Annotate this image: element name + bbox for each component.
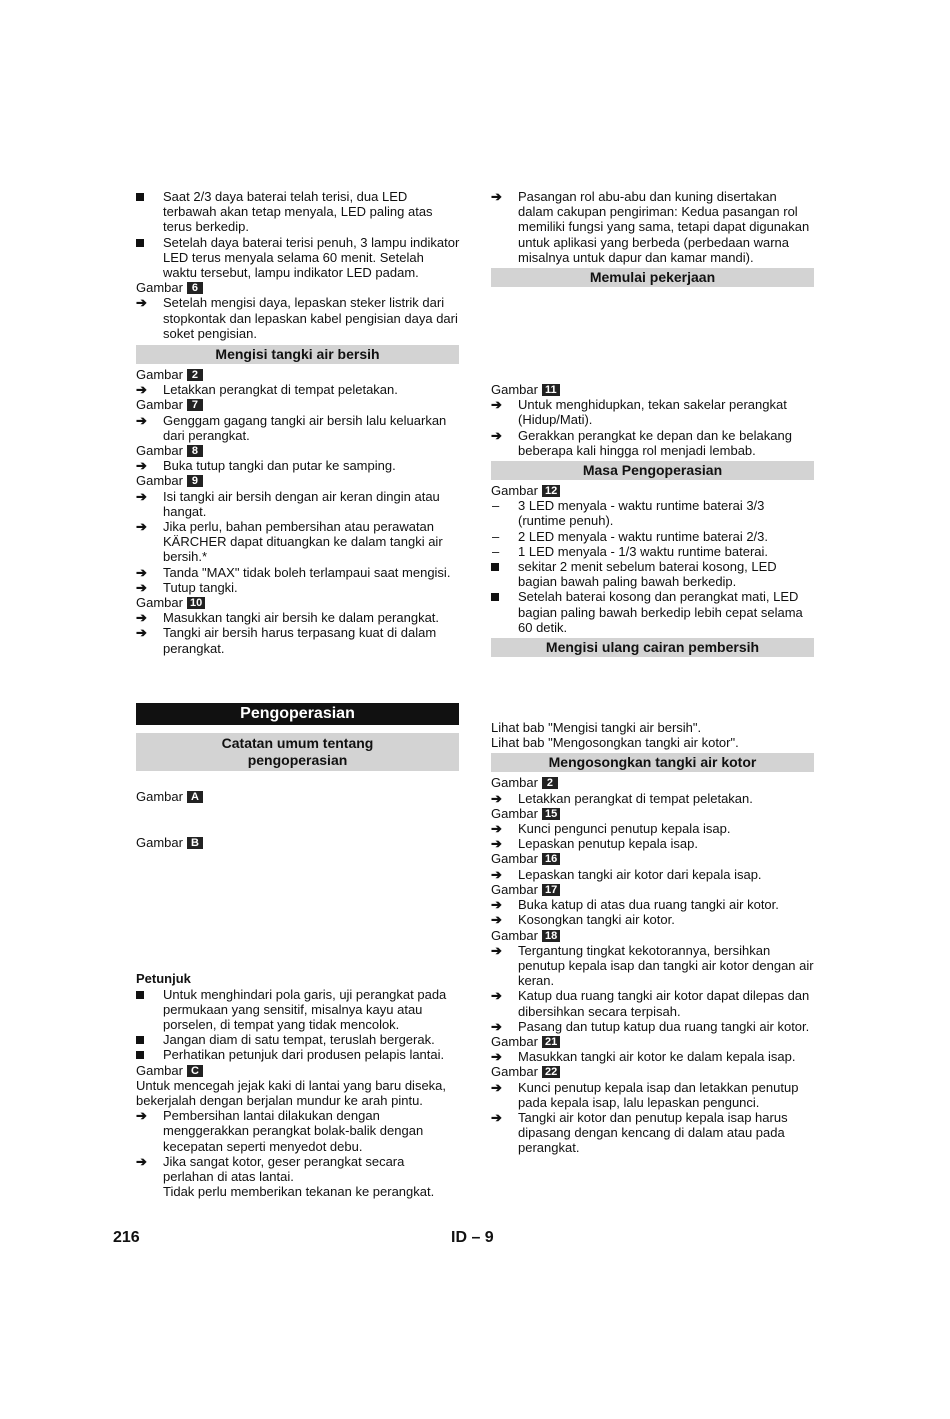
instruction-step [491, 821, 814, 836]
line-text: kecepatan seperti menyedot debu. [163, 1138, 363, 1154]
text-line [491, 1140, 814, 1155]
line-text: (Hidup/Mati). [518, 412, 593, 428]
arrow-right-icon: ➔ [491, 988, 502, 1004]
bullet-item [136, 987, 459, 1002]
line-text: 60 detik. [518, 619, 568, 635]
line-text: bagian paling bawah berkedip lebih cepat selama [518, 604, 803, 620]
text-line [491, 958, 814, 973]
arrow-right-icon: ➔ [136, 564, 147, 580]
line-text: (runtime penuh). [518, 513, 614, 529]
section-heading-start-work: Memulai pekerjaan [491, 268, 814, 287]
text-line [136, 311, 459, 326]
figure-number: A [187, 791, 203, 803]
text-line [491, 219, 814, 234]
line-text: Tangki air bersih harus terpasang kuat di dalam [163, 625, 437, 641]
instruction-step [136, 610, 459, 625]
section-heading-operating-time: Masa Pengoperasian [491, 461, 814, 480]
figure-number: 10 [187, 597, 205, 609]
dash-bullet-icon: – [492, 528, 500, 544]
arrow-right-icon: ➔ [491, 1079, 502, 1095]
line-text: Setelah baterai kosong dan perangkat mati, LED [518, 589, 799, 605]
arrow-right-icon: ➔ [491, 912, 502, 928]
arrow-right-icon: ➔ [491, 1109, 502, 1125]
line-text: Letakkan perangkat di tempat peletakan. [518, 790, 753, 806]
body-text: Untuk mencegah jejak kaki di lantai yang baru diseka, [136, 1077, 447, 1093]
instruction-step [136, 519, 459, 534]
section-heading-refill-cleaner: Mengisi ulang cairan pembersih [491, 638, 814, 657]
square-bullet-icon [136, 1032, 158, 1047]
instruction-step [491, 897, 814, 912]
figure-ref: Gambar 7 [136, 397, 459, 412]
arrow-right-icon: ➔ [491, 1049, 502, 1065]
line-text: Genggam gagang tangki air bersih lalu keluarkan [163, 412, 447, 428]
text-line [136, 1169, 459, 1184]
section-heading-operation: Pengoperasian [136, 703, 459, 725]
text-line [491, 250, 814, 265]
left-column [136, 189, 459, 1199]
figure-number: B [187, 837, 203, 849]
text-line [136, 549, 459, 564]
arrow-right-icon: ➔ [136, 519, 147, 535]
instruction-step [491, 1080, 814, 1095]
square-bullet-icon [136, 1047, 158, 1062]
text-line [136, 1123, 459, 1138]
line-text: Kunci penutup kepala isap dan letakkan penutup [518, 1079, 799, 1095]
line-text: Buka tutup tangki dan putar ke samping. [163, 458, 396, 474]
bullet-item [491, 589, 814, 604]
line-text: Untuk menghindari pola garis, uji perangkat pada [163, 986, 447, 1002]
arrow-right-icon: ➔ [136, 1153, 147, 1169]
line-text: Letakkan perangkat di tempat peletakan. [163, 382, 398, 398]
text-line [136, 265, 459, 280]
line-text: Pembersihan lantai dilakukan dengan [163, 1108, 380, 1124]
instruction-step [491, 1019, 814, 1034]
line-text: sekitar 2 menit sebelum baterai kosong, LED [518, 559, 777, 575]
arrow-right-icon: ➔ [491, 1018, 502, 1034]
instruction-step [136, 413, 459, 428]
figure-number: C [187, 1065, 203, 1077]
text-line [136, 641, 459, 656]
arrow-right-icon: ➔ [491, 189, 502, 204]
text-line [136, 504, 459, 519]
line-text: Jika sangat kotor, geser perangkat secara [163, 1153, 405, 1169]
arrow-right-icon: ➔ [491, 866, 502, 882]
instruction-step [136, 295, 459, 310]
arrow-right-icon: ➔ [491, 897, 502, 913]
figure-number: 7 [187, 399, 203, 411]
figure-number: 2 [187, 369, 203, 381]
line-text: dalam cakupan pengiriman: Kedua pasangan rol [518, 204, 798, 220]
line-text: Pasang dan tutup katup dua ruang tangki air kotor. [518, 1018, 810, 1034]
instruction-step [136, 565, 459, 580]
text-line [491, 973, 814, 988]
figure-ref: Gambar 21 [491, 1034, 814, 1049]
line-text: Lepaskan tangki air kotor dari kepala isap. [518, 866, 762, 882]
figure-ref: Gambar 15 [491, 806, 814, 821]
dash-bullet-icon: – [492, 543, 500, 559]
arrow-right-icon: ➔ [136, 625, 147, 641]
line-text: Setelah daya baterai terisi penuh, 3 lampu indikator [163, 234, 460, 250]
section-heading-fill-clean-water: Mengisi tangki air bersih [136, 345, 459, 364]
arrow-right-icon: ➔ [136, 458, 147, 474]
line-text: Tidak perlu memberikan tekanan ke perangkat. [163, 1184, 435, 1200]
text-line [136, 1017, 459, 1032]
line-text: permukaan yang sensitif, misalnya kayu atau [163, 1001, 423, 1017]
instruction-step [491, 791, 814, 806]
line-text: Gerakkan perangkat ke depan dan ke belakang [518, 427, 792, 443]
square-bullet-icon [136, 987, 158, 1002]
arrow-right-icon: ➔ [491, 427, 502, 443]
line-text: terbawah akan tetap menyala, LED paling atas [163, 204, 433, 220]
figure-ref: Gambar 18 [491, 928, 814, 943]
figure-ref: Gambar A [136, 789, 459, 804]
line-text: Untuk menghidupkan, tekan sakelar perangkat [518, 397, 787, 413]
line-text: Tutup tangki. [163, 579, 238, 595]
arrow-right-icon: ➔ [491, 790, 502, 806]
right-column [491, 189, 814, 1156]
instruction-step [491, 428, 814, 443]
text-line [136, 534, 459, 549]
instruction-step [491, 943, 814, 958]
line-text: Lepaskan penutup kepala isap. [518, 836, 698, 852]
text-line [491, 513, 814, 528]
arrow-right-icon: ➔ [491, 836, 502, 852]
text-line [136, 219, 459, 234]
arrow-right-icon: ➔ [491, 397, 502, 413]
line-text: menggerakkan perangkat bolak-balik dengan [163, 1123, 424, 1139]
instruction-step [136, 1108, 459, 1123]
text-line [136, 204, 459, 219]
line-text: Masukkan tangki air bersih ke dalam perangkat. [163, 610, 440, 626]
figure-ref: Gambar 2 [136, 367, 459, 382]
text-line [491, 443, 814, 458]
text-line [136, 428, 459, 443]
line-text: Tergantung tingkat kekotorannya, bersihkan [518, 942, 771, 958]
figure-number: 15 [542, 808, 560, 820]
figure-number: 18 [542, 930, 560, 942]
text-line [136, 326, 459, 341]
line-text: waktu tersebut, lampu indikator LED padam. [163, 265, 419, 281]
line-text: Saat 2/3 daya baterai telah terisi, dua LED [163, 189, 408, 204]
instruction-step [136, 382, 459, 397]
line-text: Tangki air kotor dan penutup kepala isap harus [518, 1109, 788, 1125]
text-line [491, 235, 814, 250]
line-text: Setelah mengisi daya, lepaskan steker listrik dari [163, 295, 445, 311]
text-line [491, 1004, 814, 1019]
figure-ref: Gambar 12 [491, 483, 814, 498]
gambar-label: Gambar [136, 280, 183, 296]
line-text: Isi tangki air bersih dengan air keran dingin atau [163, 488, 440, 504]
line-text: Katup dua ruang tangki air kotor dapat dilepas dan [518, 988, 810, 1004]
instruction-step [491, 397, 814, 412]
line-text: 1 LED menyala - 1/3 waktu runtime baterai. [518, 543, 769, 559]
instruction-step [491, 189, 814, 204]
body-text: Lihat bab "Mengisi tangki air bersih". [491, 720, 702, 736]
line-text: dipasang dengan kencang di dalam atau pada [518, 1125, 785, 1141]
instruction-step [491, 988, 814, 1003]
instruction-step [491, 1049, 814, 1064]
dash-item [491, 544, 814, 559]
body-text: Lihat bab "Mengosongkan tangki air kotor". [491, 735, 739, 751]
text-line [491, 1125, 814, 1140]
line-text: 2 LED menyala - waktu runtime baterai 2/3. [518, 528, 769, 544]
arrow-right-icon: ➔ [491, 821, 502, 837]
bullet-item [136, 189, 459, 204]
section-heading-general-notes: Catatan umum tentang pengoperasian [136, 733, 459, 771]
text-line [136, 250, 459, 265]
text-line [491, 574, 814, 589]
line-text: 3 LED menyala - waktu runtime baterai 3/3 [518, 498, 765, 514]
figure-number: 17 [542, 884, 560, 896]
instruction-step [491, 867, 814, 882]
square-bullet-icon [491, 559, 513, 574]
instruction-step [136, 458, 459, 473]
figure-ref: Gambar 10 [136, 595, 459, 610]
arrow-right-icon: ➔ [136, 610, 147, 626]
line-text: KÄRCHER dapat dituangkan ke dalam tangki air [163, 534, 443, 550]
line-text: stopkontak dan lepaskan kabel pengisian daya dari [163, 310, 458, 326]
figure-number: 2 [542, 777, 558, 789]
figure-number: 16 [542, 853, 560, 865]
figure-ref [136, 280, 459, 295]
dash-item [491, 529, 814, 544]
line-text: Buka katup di atas dua ruang tangki air kotor. [518, 897, 779, 913]
bullet-item [136, 1047, 459, 1062]
instruction-step [491, 836, 814, 851]
line-text: penutup kepala isap dan tangki air kotor dengan air [518, 957, 814, 973]
instruction-step [491, 912, 814, 927]
instruction-step [491, 1110, 814, 1125]
figure-ref: Gambar B [136, 835, 459, 850]
text-line [136, 1002, 459, 1017]
figure-number: 11 [542, 384, 560, 396]
line-text: Kosongkan tangki air kotor. [518, 912, 675, 928]
body-text: bekerjalah dengan berjalan mundur ke arah pintu. [136, 1092, 423, 1108]
text-line [136, 1184, 459, 1199]
bullet-item [491, 559, 814, 574]
figure-number: 8 [187, 445, 203, 457]
line-text: Pasangan rol abu-abu dan kuning disertakan [518, 189, 777, 204]
square-bullet-icon [136, 235, 158, 250]
figure-ref: Gambar 17 [491, 882, 814, 897]
line-text: keran. [518, 973, 555, 989]
figure-ref: Gambar 9 [136, 473, 459, 488]
figure-number: 9 [187, 475, 203, 487]
line-text: bagian bawah paling bawah berkedip. [518, 574, 737, 590]
bullet-item [136, 1032, 459, 1047]
instruction-step [136, 489, 459, 504]
figure-number: 22 [542, 1066, 560, 1078]
figure-ref: Gambar 8 [136, 443, 459, 458]
figure-ref: Gambar 22 [491, 1064, 814, 1079]
arrow-right-icon: ➔ [136, 295, 147, 311]
bullet-item [136, 235, 459, 250]
arrow-right-icon: ➔ [136, 412, 147, 428]
figure-ref: Gambar 2 [491, 775, 814, 790]
line-text: perlahan di atas lantai. [163, 1168, 294, 1184]
section-label: ID – 9 [451, 1229, 494, 1246]
dash-item [491, 498, 814, 513]
line-text: Kunci pengunci penutup kepala isap. [518, 821, 731, 837]
line-text: dari perangkat. [163, 427, 250, 443]
line-text: perangkat. [518, 1140, 580, 1156]
line-text: bersih.* [163, 549, 208, 565]
line-text: beberapa kali hingga rol menjadi lembab. [518, 442, 756, 458]
line-text: hangat. [163, 503, 207, 519]
line-text: Tanda "MAX" tidak boleh terlampaui saat mengisi. [163, 564, 451, 580]
line-text: untuk aplikasi yang berbeda (perbedaan warna [518, 234, 790, 250]
text-line [136, 1139, 459, 1154]
instruction-step [136, 580, 459, 595]
arrow-right-icon: ➔ [491, 942, 502, 958]
arrow-right-icon: ➔ [136, 579, 147, 595]
text-line [491, 412, 814, 427]
line-text: terus berkedip. [163, 219, 249, 235]
line-text: perangkat. [163, 640, 225, 656]
dash-bullet-icon: – [492, 498, 500, 514]
line-text: memiliki fungsi yang sama, tetapi dapat digunakan [518, 219, 810, 235]
text-line [491, 620, 814, 635]
line-text: dibersihkan secara terpisah. [518, 1003, 681, 1019]
line-text: soket pengisian. [163, 325, 257, 341]
note-heading: Petunjuk [136, 971, 191, 987]
line-text: pada kepala isap, lalu lepaskan pengunci. [518, 1094, 760, 1110]
figure-number: 21 [542, 1036, 560, 1048]
instruction-step [136, 625, 459, 640]
line-text: LED terus menyala selama 60 menit. Setelah [163, 249, 424, 265]
arrow-right-icon: ➔ [136, 1108, 147, 1124]
line-text: Masukkan tangki air kotor ke dalam kepala isap. [518, 1049, 796, 1065]
instruction-step [136, 1154, 459, 1169]
square-bullet-icon [491, 589, 513, 604]
page-number: 216 [113, 1229, 140, 1246]
figure-number: 12 [542, 485, 560, 497]
figure-number: 6 [187, 282, 203, 294]
line-text: misalnya untuk dapur dan kamar mandi). [518, 249, 754, 265]
square-bullet-icon [136, 189, 158, 204]
line-text: Jangan diam di satu tempat, teruslah bergerak. [163, 1032, 435, 1048]
arrow-right-icon: ➔ [136, 488, 147, 504]
figure-ref: Gambar 16 [491, 851, 814, 866]
text-line [491, 204, 814, 219]
line-text: Perhatikan petunjuk dari produsen pelapis lantai. [163, 1047, 445, 1063]
arrow-right-icon: ➔ [136, 382, 147, 398]
text-line [491, 605, 814, 620]
section-heading-empty-dirty-water: Mengosongkan tangki air kotor [491, 753, 814, 772]
figure-ref: Gambar C [136, 1063, 459, 1078]
line-text: porselen, di tempat yang tidak mencolok. [163, 1016, 400, 1032]
line-text: Jika perlu, bahan pembersihan atau perawatan [163, 519, 435, 535]
text-line [491, 1095, 814, 1110]
figure-ref: Gambar 11 [491, 382, 814, 397]
